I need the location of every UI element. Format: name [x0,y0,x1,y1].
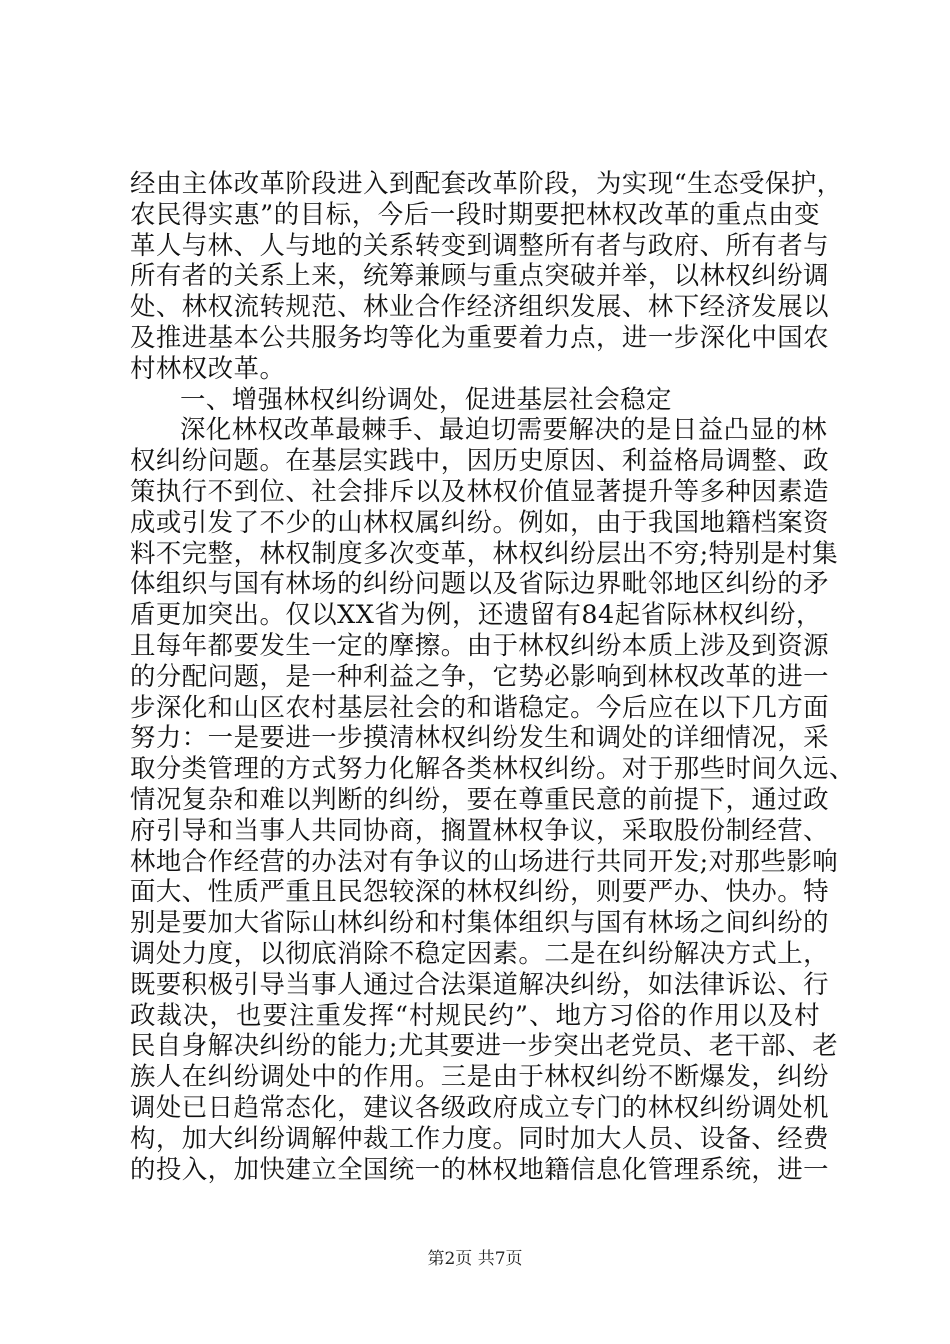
text-line: 所有者的关系上来，统筹兼顾与重点突破并举，以林权纠纷调 [130,260,830,291]
text-line: 取分类管理的方式努力化解各类林权纠纷。对于那些时间久远、 [130,753,855,784]
text-line: 盾更加突出。仅以XX省为例，还遗留有84起省际林权纠纷， [130,599,822,630]
text-line: 构，加大纠纷调解仲裁工作力度。同时加大人员、设备、经费 [130,1122,830,1153]
text-line: 情况复杂和难以判断的纠纷，要在尊重民意的前提下，通过政 [130,783,830,814]
text-line: 村林权改革。 [130,352,286,383]
text-line: 深化林权改革最棘手、最迫切需要解决的是日益凸显的林 [180,414,828,445]
text-line: 府引导和当事人共同协商，搁置林权争议，采取股份制经营、 [130,814,830,845]
text-line: 处、林权流转规范、林业合作经济组织发展、林下经济发展以 [130,291,830,322]
text-line: 步深化和山区农村基层社会的和谐稳定。今后应在以下几方面 [130,691,830,722]
text-line: 别是要加大省际山林纠纷和村集体组织与国有林场之间纠纷的 [130,907,830,938]
text-line: 成或引发了不少的山林权属纠纷。例如，由于我国地籍档案资 [130,506,830,537]
text-line: 调处已日趋常态化，建议各级政府成立专门的林权纠纷调处机 [130,1091,830,1122]
text-line: 且每年都要发生一定的摩擦。由于林权纠纷本质上涉及到资源 [130,629,830,660]
section-heading: 一、增强林权纠纷调处，促进基层社会稳定 [180,383,672,414]
text-line: 经由主体改革阶段进入到配套改革阶段，为实现“生态受保护， [130,168,843,198]
text-line: 革人与林、人与地的关系转变到调整所有者与政府、所有者与 [130,229,830,260]
text-line: 及推进基本公共服务均等化为重要着力点，进一步深化中国农 [130,321,830,352]
text-line: 的分配问题，是一种利益之争，它势必影响到林权改革的进一 [130,660,830,691]
text-line: 民自身解决纠纷的能力;尤其要进一步突出老党员、老干部、老 [130,1030,839,1061]
page-number-footer: 第2页 共7页 [427,1249,523,1269]
text-line: 努力：一是要进一步摸清林权纠纷发生和调处的详细情况，采 [130,722,830,753]
text-line: 政裁决，也要注重发挥“村规民约”、地方习俗的作用以及村 [130,999,820,1030]
text-line: 策执行不到位、社会排斥以及林权价值显著提升等多种因素造 [130,475,830,506]
text-line: 族人在纠纷调处中的作用。三是由于林权纠纷不断爆发，纠纷 [130,1061,830,1092]
body-text [130,168,855,1184]
text-line: 的投入，加快建立全国统一的林权地籍信息化管理系统，进一 [130,1153,830,1184]
text-line: 调处力度，以彻底消除不稳定因素。二是在纠纷解决方式上， [130,937,830,968]
text-line: 林地合作经营的办法对有争议的山场进行共同开发;对那些影响 [130,845,839,876]
text-line: 体组织与国有林场的纠纷问题以及省际边界毗邻地区纠纷的矛 [130,568,830,599]
text-line: 权纠纷问题。在基层实践中，因历史原因、利益格局调整、政 [130,445,830,476]
text-line: 面大、性质严重且民怨较深的林权纠纷，则要严办、快办。特 [130,876,830,907]
text-line: 料不完整，林权制度多次变革，林权纠纷层出不穷;特别是村集 [130,537,839,568]
text-line: 农民得实惠”的目标，今后一段时期要把林权改革的重点由变 [130,198,820,229]
text-line: 既要积极引导当事人通过合法渠道解决纠纷，如法律诉讼、行 [130,968,830,999]
